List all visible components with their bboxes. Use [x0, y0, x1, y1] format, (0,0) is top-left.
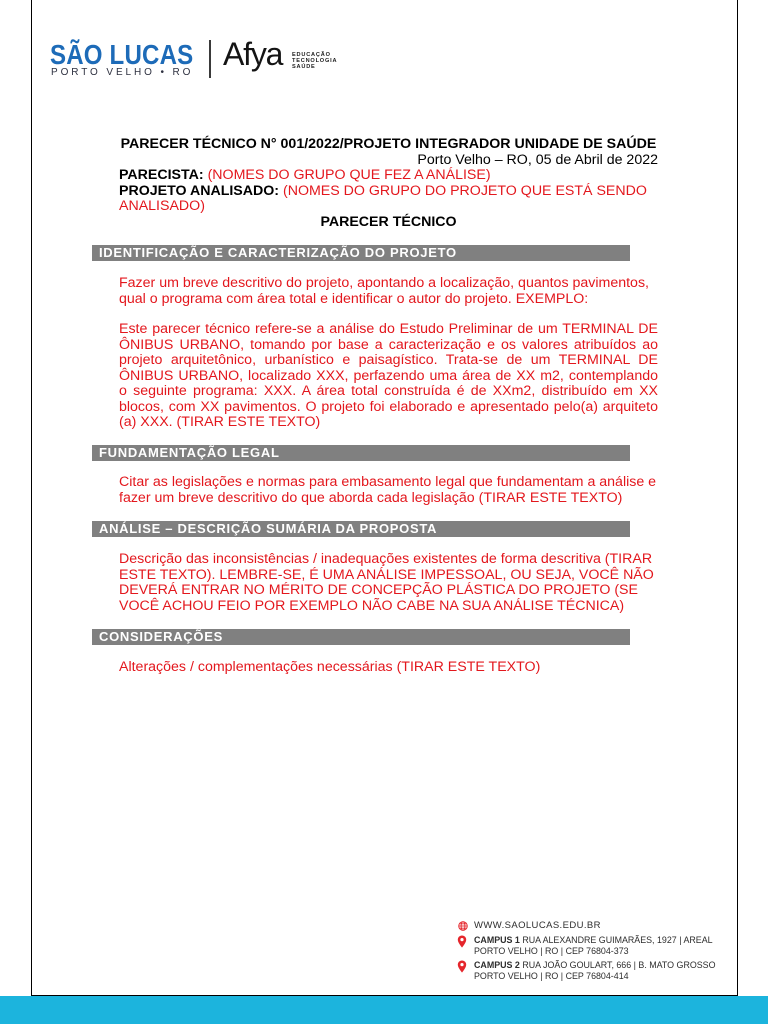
report-header — [119, 137, 658, 230]
campus-address — [474, 935, 713, 957]
brand-logo-name: SÃO LUCAS — [50, 39, 194, 70]
parecista-field — [119, 168, 658, 184]
campus-address — [474, 960, 716, 982]
paragraph-line: ÔNIBUS URBANO, tomando por base a caracterização e os valores atribuídos ao — [119, 336, 658, 353]
paragraph-line: Este parecer técnico refere-se a análise do Estudo Preliminar de um TERMINAL DE — [119, 321, 658, 338]
campus-street: RUA JOÃO GOULART, 666 | B. MATO GROSSO — [522, 960, 716, 970]
campus-address-line — [474, 960, 716, 971]
paragraph-line: Citar as legislações e normas para embasamento legal que fundamentam a análise e — [119, 474, 657, 491]
parecista-value: (NOMES DO GRUPO QUE FEZ A ANÁLISE) — [207, 167, 491, 183]
globe-icon — [458, 921, 468, 931]
campus-label: CAMPUS 2 — [474, 960, 520, 970]
partner-logo: Afya — [223, 36, 283, 72]
campus-city: PORTO VELHO | RO | CEP 76804-373 — [474, 946, 629, 956]
section-heading: FUNDAMENTAÇÃO LEGAL — [99, 445, 280, 460]
section-paragraph — [119, 276, 658, 307]
parecista-label: PARECISTA: — [119, 167, 204, 183]
campus-address-line — [474, 935, 713, 946]
paragraph-line: projeto arquitetônico, urbanístico e paisagístico. Trata-se de um TERMINAL DE — [119, 352, 658, 369]
paragraph-line: (a) XXX. (TIRAR ESTE TEXTO) — [119, 414, 321, 431]
paragraph-line: o seguinte programa: XXX. A área total construída é de XXm2, distribuído em XX — [119, 383, 658, 400]
paragraph-line: qual o programa com área total e identificar o autor do projeto. EXEMPLO: — [119, 290, 589, 307]
section-heading: CONSIDERAÇÕES — [99, 629, 223, 644]
report-subtitle: PARECER TÉCNICO — [320, 213, 457, 230]
paragraph-line: blocos, com XX pavimentos. O projeto foi elaborado e apresentado pelo(a) arquiteto — [119, 398, 658, 415]
paragraph-line: Descrição das inconsistências / inadequações existentes de forma descritiva (TIRAR — [119, 551, 653, 568]
map-pin-icon — [457, 935, 467, 948]
section-heading-bar — [92, 245, 630, 261]
map-pin-icon — [457, 960, 467, 973]
paragraph-line: Alterações / complementações necessárias (TIRAR ESTE TEXTO) — [119, 659, 541, 676]
brand-logo-location: PORTO VELHO • RO — [51, 67, 194, 78]
paragraph-line: Fazer um breve descritivo do projeto, apontando a localização, quantos pavimentos, — [119, 275, 649, 292]
projeto-analisado-label: PROJETO ANALISADO: — [119, 182, 280, 199]
place-date: Porto Velho – RO, 05 de Abril de 2022 — [417, 151, 658, 168]
section-heading: IDENTIFICAÇÃO E CARACTERIZAÇÃO DO PROJETO — [99, 245, 457, 260]
partner-tagline-line: SAÚDE — [292, 64, 316, 70]
logo-divider — [209, 40, 211, 78]
projeto-analisado-value: (NOMES DO GRUPO DO PROJETO QUE ESTÁ SENDO ANALISADO) — [119, 182, 647, 214]
section-paragraph — [119, 322, 658, 431]
section-heading-bar — [92, 521, 630, 537]
footer-accent-bar — [0, 996, 768, 1024]
paragraph-line: VOCÊ ACHOU FEIO POR EXEMPLO NÃO CABE NA SUA ANÁLISE TÉCNICA) — [119, 597, 625, 614]
report-title: PARECER TÉCNICO N° 001/2022/PROJETO INTEGRADOR UNIDADE DE SAÚDE — [120, 136, 657, 152]
campus-city: PORTO VELHO | RO | CEP 76804-414 — [474, 971, 629, 981]
website-link[interactable]: WWW.SAOLUCAS.EDU.BR — [474, 920, 601, 931]
campus-street: RUA ALEXANDRE GUIMARÃES, 1927 | AREAL — [522, 935, 713, 945]
projeto-analisado-field — [119, 184, 658, 215]
paragraph-line: fazer um breve descritivo do que aborda cada legislação (TIRAR ESTE TEXTO) — [119, 489, 623, 506]
section-paragraph — [119, 660, 658, 676]
paragraph-line: DEVERÁ ENTRAR NO MÉRITO DE CONCEPÇÃO PLÁSTICA DO PROJETO (SE — [119, 582, 638, 599]
partner-tagline — [292, 52, 337, 70]
section-paragraph — [119, 475, 658, 506]
section-heading-bar — [92, 629, 630, 645]
section-paragraph — [119, 552, 658, 614]
paragraph-line: ÔNIBUS URBANO, localizado XXX, perfazendo uma área de XX m2, contemplando — [119, 367, 658, 384]
partner-tagline-line: EDUCAÇÃO — [292, 52, 331, 58]
paragraph-line: ESTE TEXTO). LEMBRE-SE, É UMA ANÁLISE IMPESSOAL, OU SEJA, VOCÊ NÃO — [119, 566, 654, 583]
partner-tagline-line: TECNOLOGIA — [292, 58, 338, 64]
campus-label: CAMPUS 1 — [474, 935, 520, 945]
section-heading-bar — [92, 445, 630, 461]
section-heading: ANÁLISE – DESCRIÇÃO SUMÁRIA DA PROPOSTA — [99, 521, 438, 536]
